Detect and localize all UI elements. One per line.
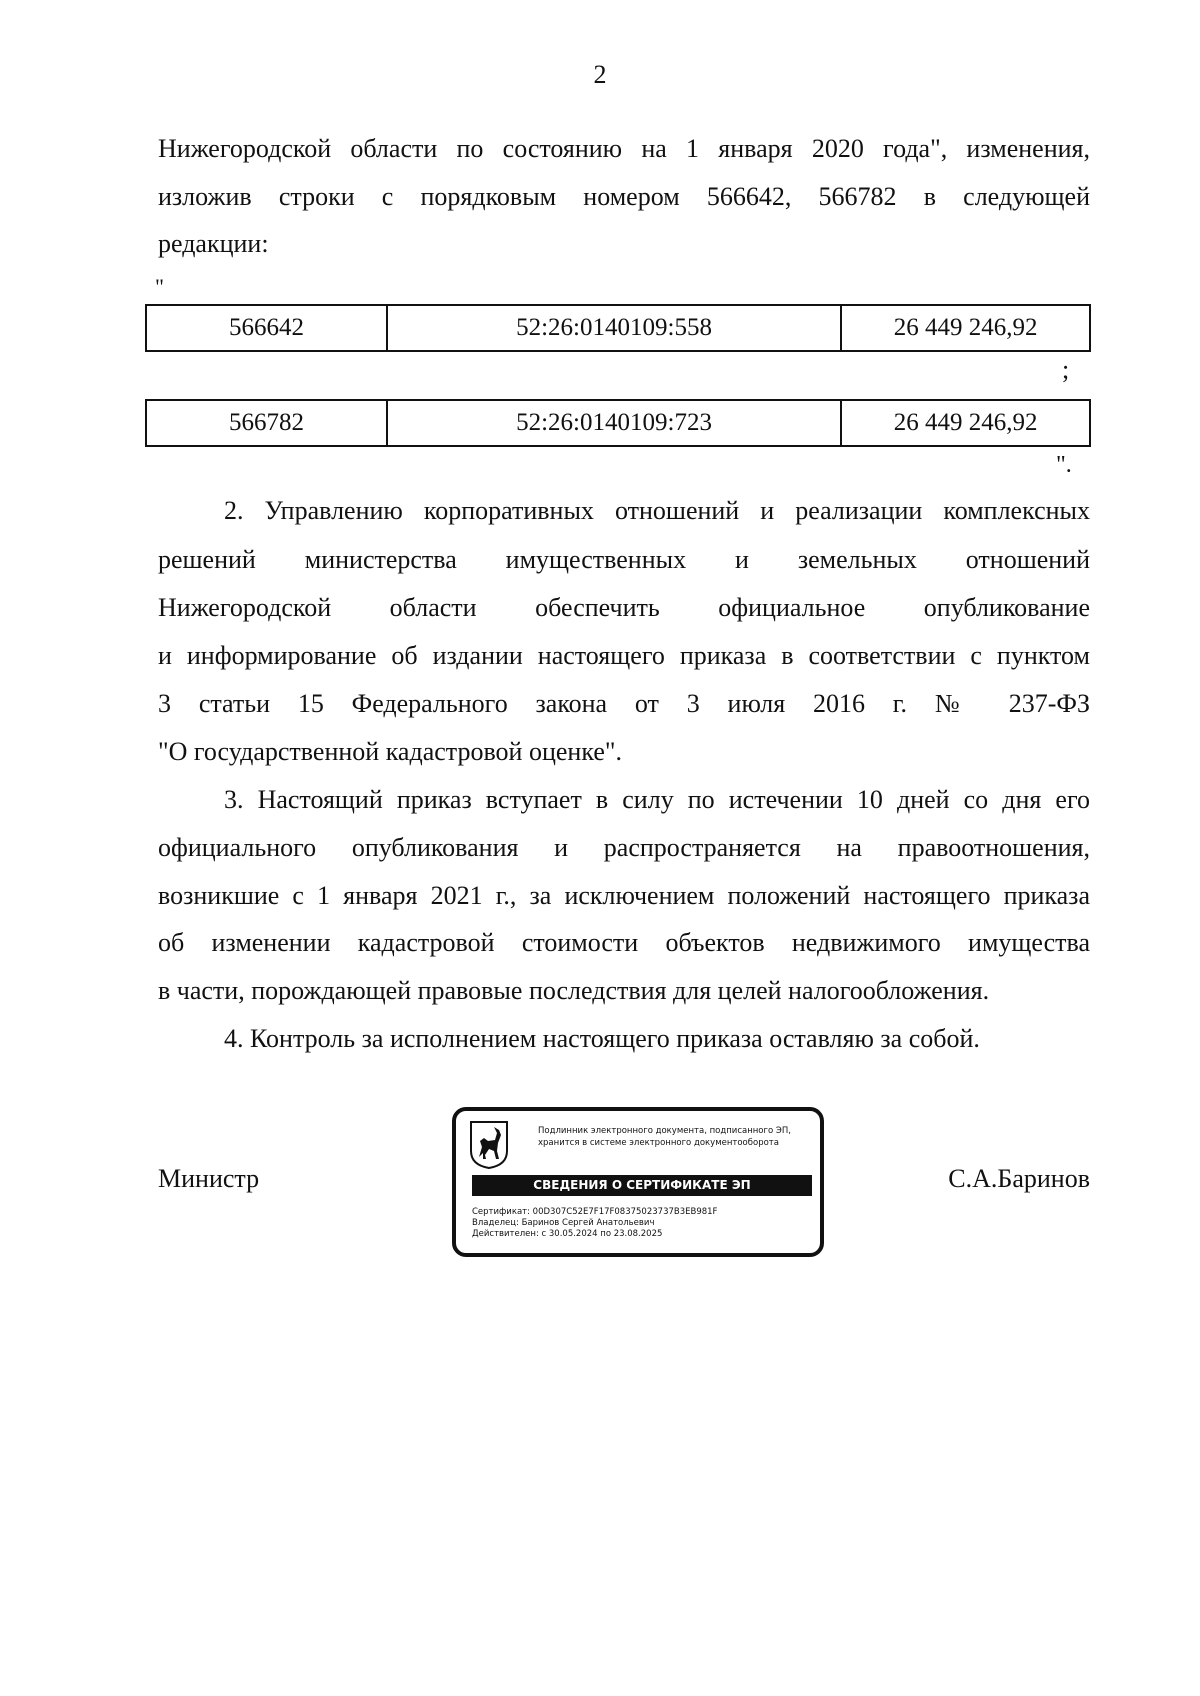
close-quote: ". [1056,452,1072,478]
intro-line-3: редакции: [158,229,269,258]
item4-line: 4. Контроль за исполнением настоящего приказа оставляю за собой. [224,1024,980,1053]
item2-line-1: 2. Управлению корпоративных отношений и реализации комплексных [224,496,1090,525]
cadastral-row-table-2 [145,399,1091,447]
cadastral-number: 52:26:0140109:558 [387,305,841,351]
row-separator: ; [1062,355,1070,384]
stamp-line-1: Подлинник электронного документа, подписанного ЭП, [538,1126,791,1136]
e-signature-stamp [452,1107,824,1257]
certificate-validity: Действителен: с 30.05.2024 по 23.08.2025 [472,1229,663,1239]
item2-line-2: решений министерства имущественных и земельных отношений [158,545,1090,574]
item3-line-4: об изменении кадастровой стоимости объектов недвижимого имущества [158,928,1090,957]
row-number: 566642 [146,305,387,351]
stamp-title-bar: СВЕДЕНИЯ О СЕРТИФИКАТЕ ЭП [472,1175,812,1196]
item2-line-3: Нижегородской области обеспечить официальное опубликование [158,593,1090,622]
cadastral-row-table-1 [145,304,1091,352]
stamp-certificate-info [472,1207,812,1240]
page-number: 2 [593,60,607,89]
item2-line-5: 3 статьи 15 Федерального закона от 3 июля 2016 г. № 237-ФЗ [158,689,1090,718]
cadastral-value: 26 449 246,92 [841,400,1090,446]
cadastral-value: 26 449 246,92 [841,305,1090,351]
open-quote: " [155,274,164,299]
table-row [146,400,1090,446]
table-row [146,305,1090,351]
intro-line-2: изложив строки с порядковым номером 566642, 566782 в следующей [158,182,1090,211]
certificate-owner: Владелец: Баринов Сергей Анатольевич [472,1218,655,1228]
item3-line-5: в части, порождающей правовые последствия для целей налогообложения. [158,976,990,1005]
item3-line-2: официального опубликования и распространяется на правоотношения, [158,833,1090,862]
item3-line-1: 3. Настоящий приказ вступает в силу по истечении 10 дней со дня его [224,785,1090,814]
item2-line-6: "О государственной кадастровой оценке". [158,737,622,766]
stamp-header-text [538,1125,818,1149]
signatory-title: Министр [158,1164,260,1193]
certificate-number: Сертификат: 00D307C52E7F17F08375023737B3EB981F [472,1207,718,1217]
cadastral-number: 52:26:0140109:723 [387,400,841,446]
stamp-line-2: хранится в системе электронного документооборота [538,1138,779,1148]
signatory-name: С.А.Баринов [948,1164,1090,1193]
item3-line-3: возникшие с 1 января 2021 г., за исключением положений настоящего приказа [158,881,1090,910]
row-number: 566782 [146,400,387,446]
coat-of-arms-icon [470,1121,508,1169]
intro-line-1: Нижегородской области по состоянию на 1 января 2020 года", изменения, [158,134,1090,163]
item2-line-4: и информирование об издании настоящего приказа в соответствии с пунктом [158,641,1090,670]
